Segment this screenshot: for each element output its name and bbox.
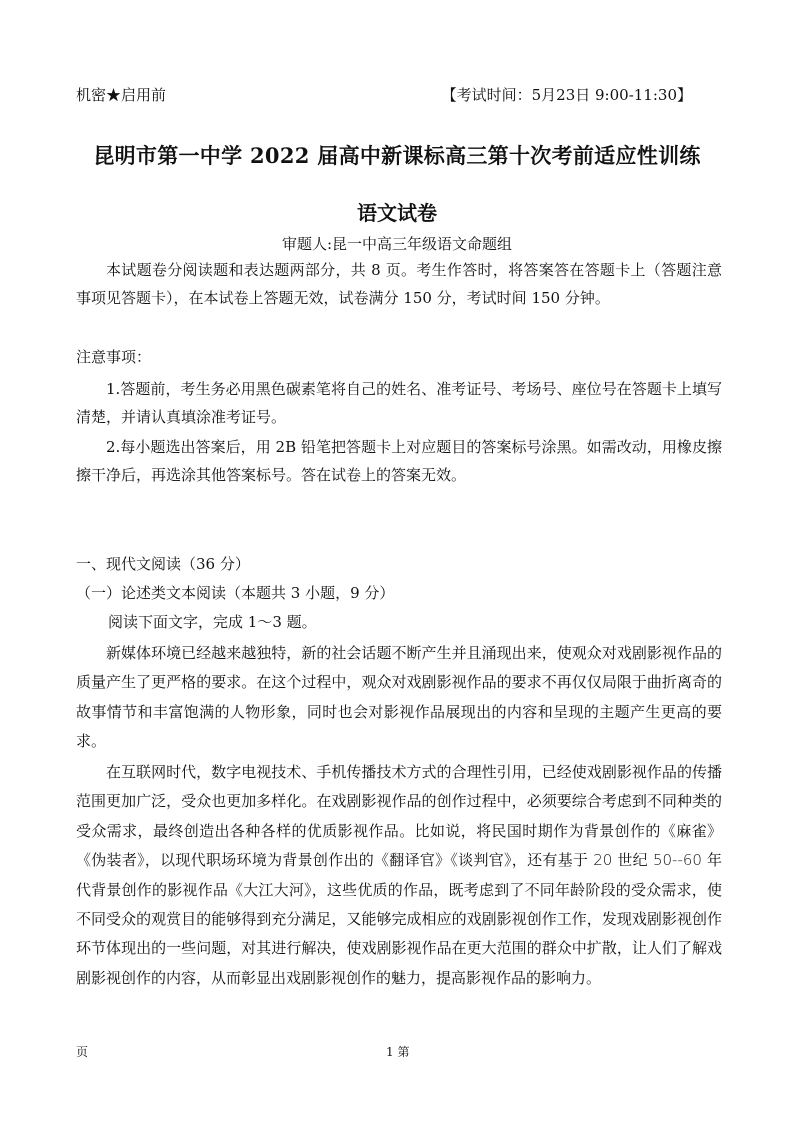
section-heading: 一、现代文阅读（36 分） (76, 555, 250, 573)
passage-paragraph: 在互联网时代，数字电视技术、手机传播技术方式的合理性引用，已经使戏剧影视作品的传播范围更加广泛，受众也更加多样化。在戏剧影视作品的创作过程中，必须要综合考虑到不同种类的受众需求，最终创造出各种各样的优质影视作品。比如说，将民国时期作为背景创作的《麻雀》《伪装者》，以现代职场环境为背景创作出的《翻译官》《谈判官》，还有基于 20 世纪 50--60 年代背景创作的影视作品《大江大河》，这些优质的作品，既考虑到了不同年龄阶段的受众需求，使不同受众的观赏目的能够得到充分满足，又能够完成相应的戏剧影视创作工作，发现戏剧影视创作环节体现出的一些问题，对其进行解决，使戏剧影视作品在更大范围的群众中扩散，让人们了解戏剧影视创作的内容，从而彰显出戏剧影视创作的魅力，提高影视作品的影响力。 (76, 763, 722, 987)
footer-page-label: 页 (76, 1045, 89, 1059)
passage-paragraph: 新媒体环境已经越来越独特，新的社会话题不断产生并且涌现出来，使观众对戏剧影视作品的质量产生了更严格的要求。在这个过程中，观众对戏剧影视作品的要求不再仅仅局限于曲折离奇的故事情节和丰富饱满的人物形象，同时也会对影视作品展现出的内容和呈现的主题产生更高的要求。 (76, 644, 722, 751)
exam-title: 昆明市第一中学 2022 届高中新课标高三第十次考前适应性训练 (93, 143, 701, 168)
notice-item: 1.答题前，考生务必用黑色碳素笔将自己的姓名、准考证号、考场号、座位号在答题卡上填写清楚，并请认真填涂准考证号。 (76, 380, 722, 426)
editor-line: 审题人:昆一中高三年级语文命题组 (281, 235, 513, 253)
footer-page-number: 1 第 (386, 1045, 410, 1059)
subject-title: 语文试卷 (357, 201, 437, 225)
intro-paragraph: 本试题卷分阅读题和表达题两部分，共 8 页。考生作答时，将答案答在答题卡上（答题注意事项见答题卡），在本试卷上答题无效，试卷满分 150 分，考试时间 150 分钟。 (76, 261, 722, 307)
notice-heading: 注意事项： (76, 348, 152, 366)
exam-time: 【考试时间：5月23日 9:00-11:30】 (441, 86, 692, 104)
subsection-heading: （一）论述类文本阅读（本题共 3 小题，9 分） (76, 584, 395, 602)
confidential-label: 机密★启用前 (76, 86, 167, 104)
notice-item: 2.每小题选出答案后，用 2B 铅笔把答题卡上对应题目的答案标号涂黑。如需改动，用橡皮擦擦干净后，再选涂其他答案标号。答在试卷上的答案无效。 (76, 438, 722, 484)
reading-instruction: 阅读下面文字，完成 1～3 题。 (108, 613, 317, 631)
